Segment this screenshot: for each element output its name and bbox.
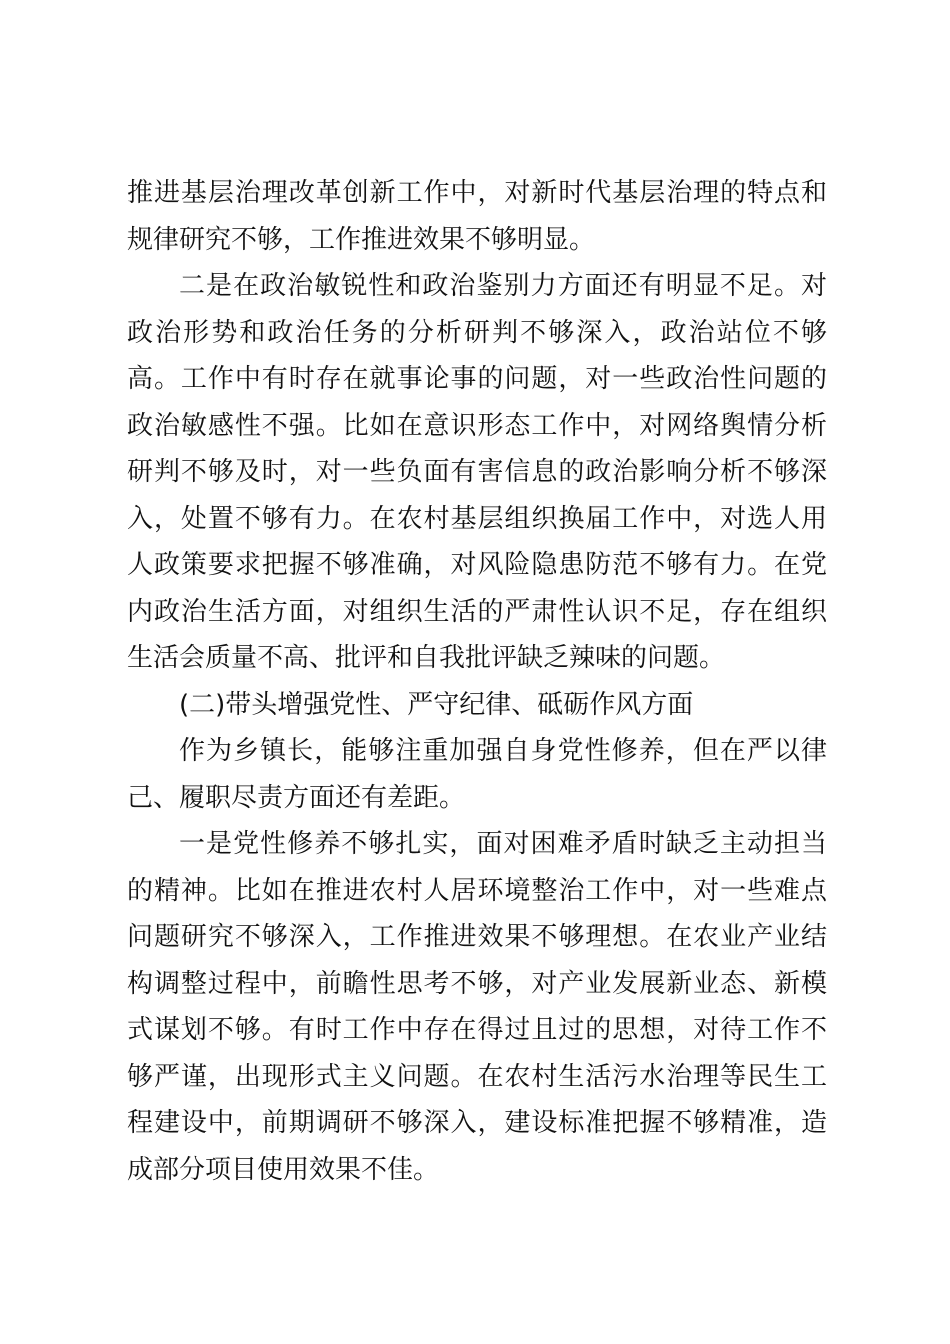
paragraph-party-spirit: 一是党性修养不够扎实，面对困难矛盾时缺乏主动担当的精神。比如在推进农村人居环境整治工作中，对一些难点问题研究不够深入，工作推进效果不够理想。在农业产业结构调整过程中，前瞻性思考不够，对产业发展新业态、新模式谋划不够。有时工作中存在得过且过的思想，对待工作不够严谨，出现形式主义问题。在农村生活污水治理等民生工程建设中，前期调研不够深入，建设标准把握不够精准，造成部分项目使用效果不佳。 — [127, 829, 827, 1185]
section-heading: (二)带头增强党性、严守纪律、砥砺作风方面 — [179, 689, 694, 720]
paragraph-continuation: 推进基层治理改革创新工作中，对新时代基层治理的特点和规律研究不够，工作推进效果不够明显。 — [127, 178, 827, 255]
paragraph-intro: 作为乡镇长，能够注重加强自身党性修养，但在严以律己、履职尽责方面还有差距。 — [127, 736, 827, 813]
document-body — [127, 170, 827, 1193]
paragraph-political-sensitivity: 二是在政治敏锐性和政治鉴别力方面还有明显不足。对政治形势和政治任务的分析研判不够深入，政治站位不够高。工作中有时存在就事论事的问题，对一些政治性问题的政治敏感性不强。比如在意识形态工作中，对网络舆情分析研判不够及时，对一些负面有害信息的政治影响分析不够深入，处置不够有力。在农村基层组织换届工作中，对选人用人政策要求把握不够准确，对风险隐患防范不够有力。在党内政治生活方面，对组织生活的严肃性认识不足，存在组织生活会质量不高、批评和自我批评缺乏辣味的问题。 — [127, 271, 827, 673]
